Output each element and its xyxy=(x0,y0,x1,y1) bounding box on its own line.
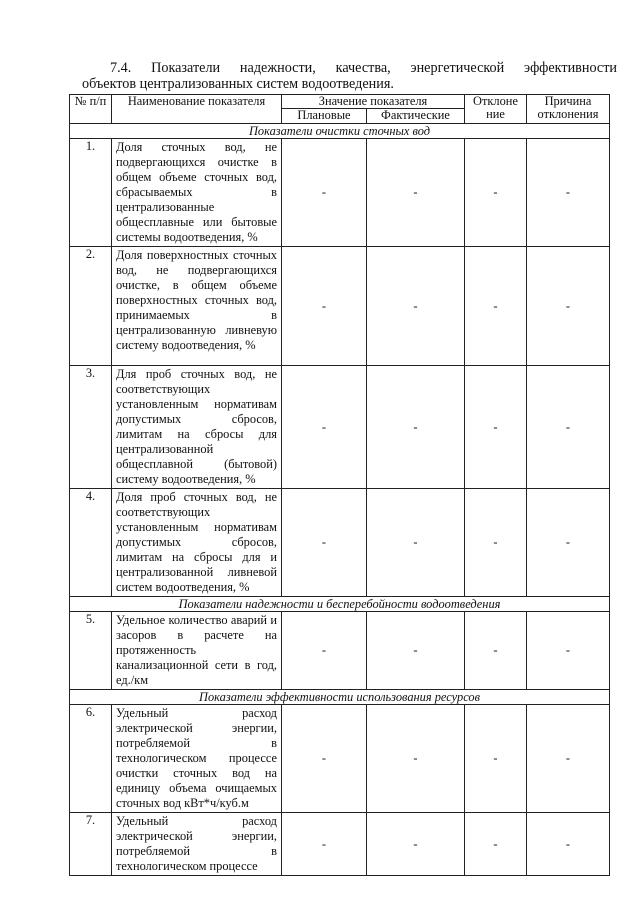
section-heading xyxy=(82,60,617,92)
header-deviation: Отклоне ние xyxy=(465,95,527,124)
row-num: 7. xyxy=(70,813,112,876)
row-reason: - xyxy=(527,813,610,876)
header-actual: Фактические xyxy=(367,109,465,124)
row-deviation: - xyxy=(465,489,527,597)
row-name: Доля сточных вод, не подвергающихся очистке в общем объеме сточных вод, сбрасываемых в централизованные общесплавные или бытовые системы водоотведения, % xyxy=(112,139,282,247)
table-row xyxy=(70,489,610,597)
table-row xyxy=(70,139,610,247)
row-reason: - xyxy=(527,705,610,813)
row-reason: - xyxy=(527,139,610,247)
row-planned: - xyxy=(282,489,367,597)
row-deviation: - xyxy=(465,139,527,247)
row-num: 4. xyxy=(70,489,112,597)
row-deviation: - xyxy=(465,366,527,489)
row-actual: - xyxy=(367,612,465,690)
section-title: Показатели эффективности использования ресурсов xyxy=(70,690,610,705)
table-row xyxy=(70,366,610,489)
indicators-table xyxy=(69,94,610,876)
row-actual: - xyxy=(367,489,465,597)
row-name: Доля поверхностных сточных вод, не подвергающихся очистке, в общем объеме поверхностных сточных вод, принимаемых в централизованную ливневую систему водоотведения, % xyxy=(112,247,282,366)
heading-line-2: объектов централизованных систем водоотведения. xyxy=(82,76,394,92)
section-title: Показатели надежности и бесперебойности водоотведения xyxy=(70,597,610,612)
row-planned: - xyxy=(282,247,367,366)
row-reason: - xyxy=(527,612,610,690)
row-planned: - xyxy=(282,705,367,813)
header-name: Наименование показателя xyxy=(112,95,282,124)
row-actual: - xyxy=(367,813,465,876)
row-planned: - xyxy=(282,366,367,489)
table-row xyxy=(70,612,610,690)
section-title: Показатели очистки сточных вод xyxy=(70,124,610,139)
row-actual: - xyxy=(367,247,465,366)
row-name: Доля проб сточных вод, не соответствующих установленным нормативам допустимых сбросов, лимитам на сбросы для и централизованной ливневой систем водоотведения, % xyxy=(112,489,282,597)
row-planned: - xyxy=(282,612,367,690)
row-deviation: - xyxy=(465,813,527,876)
row-name: Удельное количество аварий и засоров в расчете на протяженность канализационной сети в год, ед./км xyxy=(112,612,282,690)
row-deviation: - xyxy=(465,705,527,813)
table-row xyxy=(70,813,610,876)
row-actual: - xyxy=(367,366,465,489)
row-deviation: - xyxy=(465,247,527,366)
table-row xyxy=(70,247,610,366)
row-num: 6. xyxy=(70,705,112,813)
heading-line-1: 7.4. Показатели надежности, качества, энергетической эффективности xyxy=(110,60,617,76)
row-actual: - xyxy=(367,705,465,813)
row-num: 3. xyxy=(70,366,112,489)
row-deviation: - xyxy=(465,612,527,690)
row-num: 5. xyxy=(70,612,112,690)
row-num: 1. xyxy=(70,139,112,247)
row-num: 2. xyxy=(70,247,112,366)
row-reason: - xyxy=(527,489,610,597)
row-reason: - xyxy=(527,247,610,366)
header-num: № п/п xyxy=(70,95,112,124)
header-reason: Причина отклонения xyxy=(527,95,610,124)
row-reason: - xyxy=(527,366,610,489)
row-name: Удельный расход электрической энергии, потребляемой в технологическом процессе xyxy=(112,813,282,876)
row-actual: - xyxy=(367,139,465,247)
header-value-group: Значение показателя xyxy=(282,95,465,109)
row-planned: - xyxy=(282,813,367,876)
row-planned: - xyxy=(282,139,367,247)
row-name: Удельный расход электрической энергии, потребляемой в технологическом процессе очистки сточных вод на единицу объема очищаемых сточных вод кВт*ч/куб.м xyxy=(112,705,282,813)
row-name: Для проб сточных вод, не соответствующих установленным нормативам допустимых сбросов, лимитам на сбросы для централизованной общесплавной (бытовой) систему водоотведения, % xyxy=(112,366,282,489)
header-planned: Плановые xyxy=(282,109,367,124)
table-row xyxy=(70,705,610,813)
